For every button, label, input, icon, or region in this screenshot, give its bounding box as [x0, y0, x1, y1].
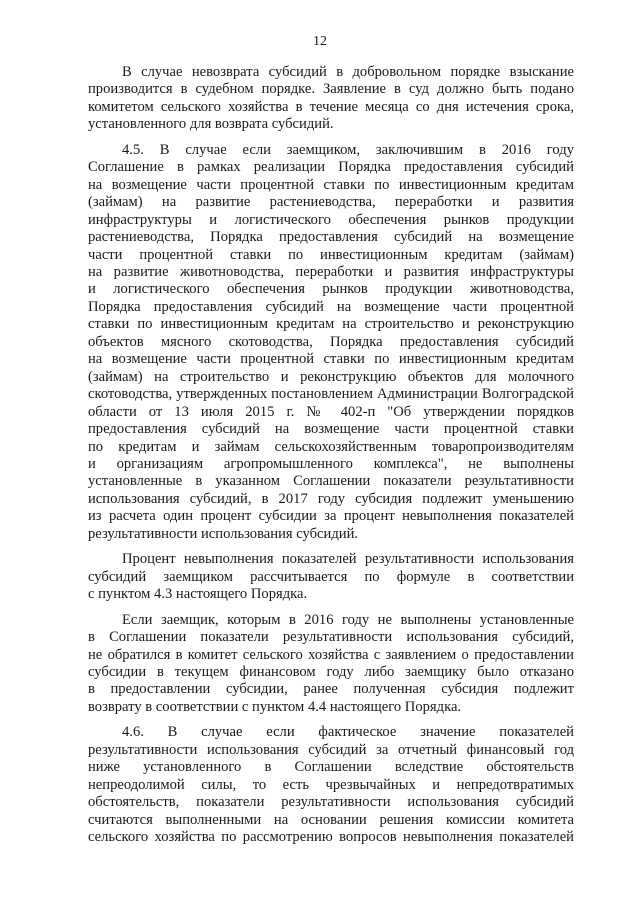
- paragraph-refund-recovery: [88, 64, 574, 134]
- text-line: области от 13 июля 2015 г. № 402-п "Об утверждении порядков: [88, 403, 574, 420]
- text-line: на возмещение части процентной ставки по инвестиционным кредитам: [88, 176, 574, 193]
- text-line: возврату в соответствии с пунктом 4.4 настоящего Порядка.: [88, 698, 462, 715]
- document-body: [88, 64, 574, 846]
- text-line: не обратился в комитет сельского хозяйства с заявлением о предоставлении: [88, 646, 574, 663]
- text-line: с пунктом 4.3 настоящего Порядка.: [88, 586, 308, 603]
- text-line: комитетом сельского хозяйства в течение месяца со дня истечения срока,: [88, 98, 574, 115]
- text-line: Соглашение в рамках реализации Порядка предоставления субсидий: [88, 159, 574, 176]
- paragraph-refund-obligation: [88, 612, 574, 717]
- text-line: установленного для возврата субсидий.: [88, 116, 334, 133]
- text-line: сельского хозяйства по рассмотрению вопросов невыполнения показателей: [88, 829, 574, 846]
- text-line: (займам) на строительство и реконструкцию объектов для молочного: [88, 368, 574, 385]
- text-line: и логистического обеспечения рынков продукции животноводства,: [88, 281, 574, 298]
- text-line: 4.5. В случае если заемщиком, заключившим в 2016 году: [122, 141, 574, 158]
- text-line: части процентной ставки по инвестиционным кредитам (займам): [88, 246, 574, 263]
- paragraph-4-5-subsidy-reduction: [88, 142, 574, 543]
- text-line: в Соглашении показатели результативности использования субсидий,: [88, 629, 574, 646]
- text-line: и организациям агропромышленного комплекса", не выполнены: [88, 455, 574, 472]
- text-line: субсидии в текущем финансовом году либо заемщику было отказано: [88, 663, 574, 680]
- text-line: предоставления субсидий на возмещение части процентной ставки: [88, 421, 574, 438]
- text-line: использования субсидий, в 2017 году субсидия подлежит уменьшению: [88, 490, 574, 507]
- text-line: результативности использования субсидий.: [88, 525, 359, 542]
- paragraph-non-fulfillment-percent: [88, 551, 574, 603]
- text-line: В случае невозврата субсидий в добровольном порядке взыскание: [122, 64, 574, 80]
- text-line: 4.6. В случае если фактическое значение показателей: [122, 724, 574, 741]
- text-line: растениеводства, Порядка предоставления субсидий на возмещение: [88, 229, 574, 246]
- text-line: Порядка предоставления субсидий на возмещение части процентной: [88, 298, 574, 315]
- text-line: из расчета один процент субсидии за процент невыполнения показателей: [88, 508, 574, 525]
- text-line: (займам) на развитие растениеводства, переработки и развития: [88, 194, 574, 211]
- text-line: инфраструктуры и логистического обеспечения рынков продукции: [88, 211, 574, 228]
- text-line: объектов мясного скотоводства, Порядка предоставления субсидий: [88, 333, 574, 350]
- text-line: Процент невыполнения показателей результативности использования: [122, 551, 574, 568]
- text-line: непреодолимой силы, то есть чрезвычайных и непредотвратимых: [88, 776, 574, 793]
- text-line: скотоводства, утвержденных постановлением Администрации Волгоградской: [88, 386, 574, 403]
- text-line: субсидий заемщиком рассчитывается по формуле в соответствии: [88, 568, 574, 585]
- text-line: производится в судебном порядке. Заявление в суд должно быть подано: [88, 81, 574, 98]
- text-line: Если заемщик, которым в 2016 году не выполнены установленные: [122, 611, 574, 628]
- text-line: считаются выполненными на основании решения комиссии комитета: [88, 811, 574, 828]
- text-line: на развитие животноводства, переработки и развития инфраструктуры: [88, 263, 574, 280]
- text-line: ставки по инвестиционным кредитам на строительство и реконструкцию: [88, 316, 574, 333]
- text-line: на возмещение части процентной ставки по инвестиционным кредитам: [88, 351, 574, 368]
- page-number: 12: [313, 34, 327, 49]
- paragraph-4-6-force-majeure: [88, 724, 574, 846]
- text-line: по кредитам и займам сельскохозяйственным товаропроизводителям: [88, 438, 574, 455]
- text-line: в предоставлении субсидии, ранее полученная субсидия подлежит: [88, 681, 574, 698]
- text-line: ниже установленного в Соглашении вследствие обстоятельств: [88, 759, 574, 776]
- text-line: обстоятельств, показатели результативности использования субсидий: [88, 794, 574, 811]
- text-line: результативности использования субсидий за отчетный финансовый год: [88, 741, 574, 758]
- text-line: установленные в указанном Соглашении показатели результативности: [88, 473, 574, 490]
